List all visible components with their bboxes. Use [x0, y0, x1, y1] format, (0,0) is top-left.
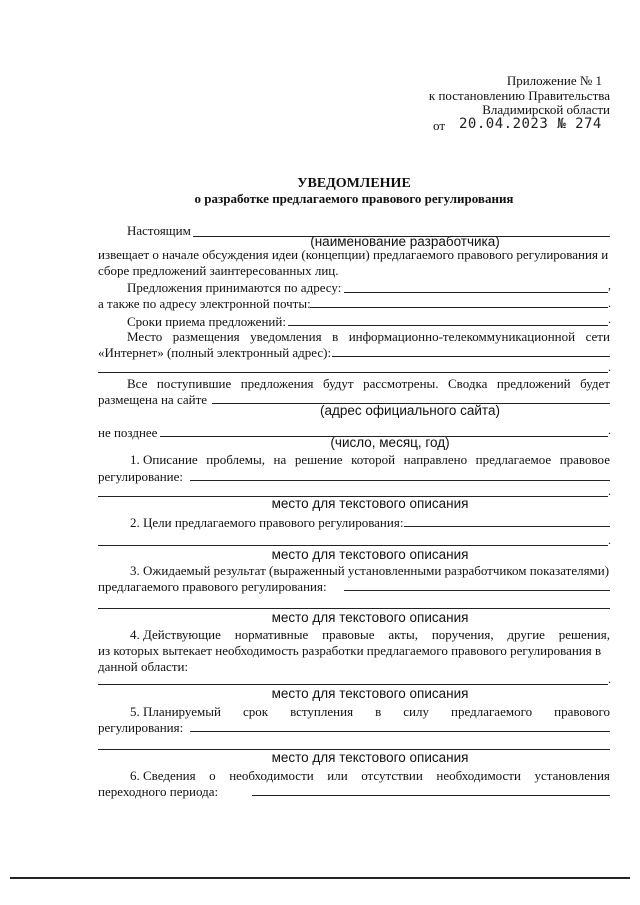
- item-6-field[interactable]: [252, 795, 610, 796]
- internet-field-2[interactable]: [98, 372, 608, 373]
- item-6-line: 6. Сведения о необходимости или отсутствии необходимости установления: [130, 768, 610, 783]
- site-caption: (адрес официального сайта): [320, 403, 500, 418]
- notice-line-2: сборе предложений заинтересованных лиц.: [98, 263, 339, 278]
- date-prefix: от: [433, 118, 446, 133]
- terms-field[interactable]: [288, 325, 608, 326]
- developer-caption: (наименование разработчика): [310, 234, 500, 249]
- item-2-field-2[interactable]: [98, 545, 608, 546]
- item-2-label: 2. Цели предлагаемого правового регулирования:: [130, 515, 404, 530]
- item-3-placeholder: место для текстового описания: [271, 610, 469, 625]
- item-5-field-1[interactable]: [190, 731, 610, 732]
- item-4-line-1: 4. Действующие нормативные правовые акты, поручения, другие решения,: [130, 627, 610, 642]
- header-resolution: к постановлению Правительства: [428, 88, 610, 103]
- item-5-cont: регулирования:: [98, 720, 184, 735]
- item-4-field[interactable]: [98, 684, 608, 685]
- item-3-field-2[interactable]: [98, 608, 610, 609]
- item-6-cont: переходного периода:: [98, 784, 219, 799]
- nastoyashchim-label: Настоящим: [127, 223, 191, 238]
- page-title: УВЕДОМЛЕНИЕ: [297, 176, 411, 191]
- internet-label: «Интернет» (полный электронный адрес):: [98, 345, 332, 360]
- email-label: а также по адресу электронной почты:: [98, 296, 311, 311]
- item-4-line-3: данной области:: [98, 659, 189, 674]
- terms-label: Сроки приема предложений:: [127, 314, 286, 329]
- internet-field-1[interactable]: [332, 356, 610, 357]
- not-later-label: не позднее: [98, 425, 158, 440]
- bottom-divider: [10, 877, 630, 879]
- item-2-field-1[interactable]: [404, 526, 610, 527]
- item-1-field-1[interactable]: [190, 480, 610, 481]
- item-3-line-1: 3. Ожидаемый результат (выраженный установленными разработчиком показателями): [130, 563, 610, 578]
- item-1-cont: регулирование:: [98, 469, 184, 484]
- address-label: Предложения принимаются по адресу:: [127, 280, 342, 295]
- date-caption: (число, месяц, год): [330, 435, 450, 450]
- all-proposals-line: Все поступившие предложения будут рассмотрены. Сводка предложений будет: [127, 376, 610, 391]
- address-field[interactable]: [344, 292, 608, 293]
- handwritten-date: 20.04.2023 № 274: [459, 116, 602, 132]
- email-field[interactable]: [310, 307, 608, 308]
- item-3-line-2: предлагаемого правового регулирования:: [98, 579, 327, 594]
- item-2-placeholder: место для текстового описания: [271, 547, 469, 562]
- item-1-line: 1. Описание проблемы, на решение которой направлено предлагаемое правовое: [130, 452, 610, 467]
- item-4-line-2: из которых вытекает необходимость разработки предлагаемого правового регулирования в: [98, 643, 602, 658]
- item-1-placeholder: место для текстового описания: [271, 496, 469, 511]
- item-4-placeholder: место для текстового описания: [271, 686, 469, 701]
- placement-line: Место размещения уведомления в информационно-телекоммуникационной сети: [127, 329, 610, 344]
- item-5-placeholder: место для текстового описания: [271, 750, 469, 765]
- notice-line-1: извещает о начале обсуждения идеи (концепции) предлагаемого правового регулирования и: [98, 247, 609, 262]
- site-label: размещена на сайте: [98, 392, 208, 407]
- item-5-line: 5. Планируемый срок вступления в силу предлагаемого правового: [130, 704, 610, 719]
- page-subtitle: о разработке предлагаемого правового регулирования: [194, 191, 514, 206]
- header-region: Владимирской области: [482, 102, 610, 117]
- item-3-field-1[interactable]: [344, 590, 610, 591]
- appendix-label: Приложение № 1: [506, 73, 602, 88]
